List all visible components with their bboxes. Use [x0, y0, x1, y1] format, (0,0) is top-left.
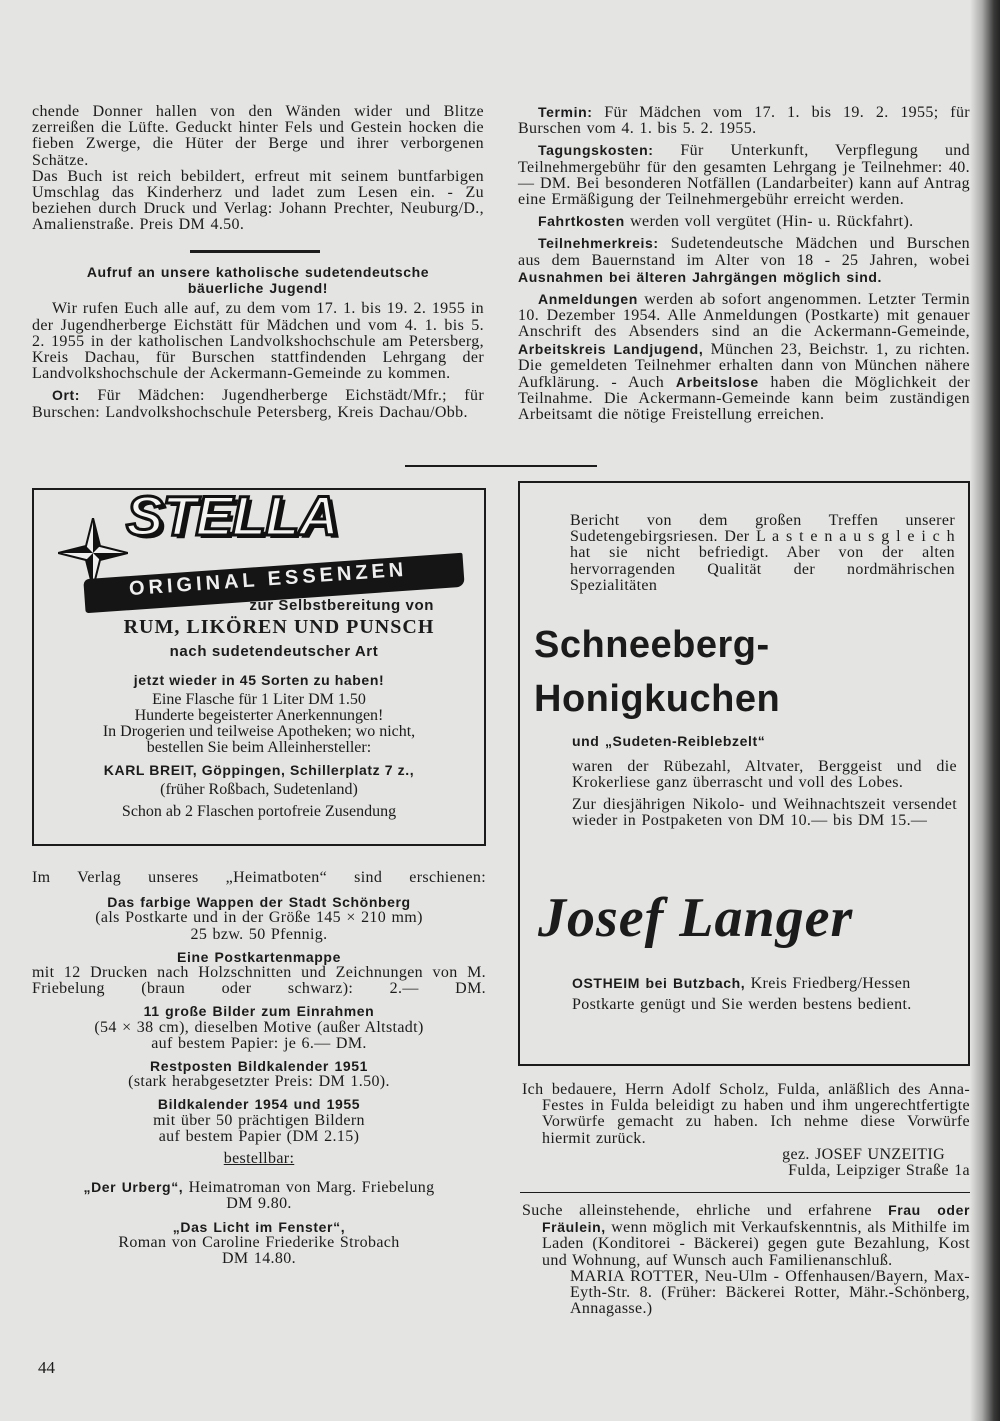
- item-title: Das farbige Wappen der Stadt Schönberg: [107, 894, 411, 911]
- verlag-item: [32, 894, 486, 943]
- apology-address: Fulda, Leipziger Straße 1a: [788, 1162, 970, 1180]
- kreis-text: Sudetendeutsche Mädchen und Burschen aus dem Bauernstand im Alter von 18 - 25 Jahren, wobei: [518, 235, 970, 269]
- fahrt-label: Fahrtkosten: [538, 213, 625, 230]
- item-line: 25 bzw. 50 Pfennig.: [190, 925, 328, 943]
- anm-bold: Arbeitslose: [675, 374, 759, 391]
- langer-text: Postkarte genügt und Sie werden bestens bedient.: [572, 996, 912, 1014]
- book-price: DM 14.80.: [222, 1250, 296, 1268]
- job-text: [522, 1202, 970, 1269]
- verlag-item: [32, 949, 486, 998]
- book-review-text: chende Donner hallen von den Wänden wider und Blitze zerreißen die Lüfte. Geduckt hinter Fels und Gestein hocken die fieben Zwerge, die Hüter der Berge und ihrer verborgenen Schätze.: [32, 103, 484, 169]
- kosten-paragraph: [518, 142, 970, 208]
- fahrt-text: werden voll vergütet (Hin- u. Rückfahrt).: [624, 213, 914, 231]
- stella-maker: KARL BREIT, Göppingen, Schillerplatz 7 z.,: [103, 762, 415, 779]
- kreis-bold: Ausnahmen bei älteren Jahrgängen möglich sind.: [518, 268, 882, 285]
- stella-former: (früher Roßbach, Sudetenland): [160, 780, 358, 798]
- stella-body-line: Hunderte begeisterter Anerkennungen!: [134, 706, 384, 724]
- divider: [190, 250, 320, 253]
- left-column-article: [32, 104, 484, 239]
- item-line: (54 × 38 cm), dieselben Motive (außer Altstadt): [94, 1018, 424, 1036]
- apology-text: Ich bedauere, Herrn Adolf Scholz, Fulda, anläßlich des Anna-Festes in Fulda beleidigt zu haben und ihm ungerechtfertigte Vorwürfe gemacht zu haben. Ich nehme diese Vorwürfe hiermit zurück.: [522, 1081, 970, 1147]
- fahrt-paragraph: [518, 213, 970, 230]
- book-price: DM 9.80.: [226, 1195, 292, 1213]
- verlag-section: [32, 870, 486, 1267]
- kosten-text: Für Unterkunft, Verpflegung und Teilnehmergebühr für den gesamten Lehrgang je Teilnehmer: 40.— DM. Bei besonderen Notfällen (Landarbeiter) kann auf Antrag eine Ermäßigung der Teilnehmergebühr erreicht werden.: [518, 142, 970, 209]
- job-advertisement: [522, 1202, 970, 1322]
- ort-label: Ort:: [52, 387, 81, 404]
- langer-address: [572, 975, 957, 992]
- apology-signature: gez. JOSEF UNZEITIG: [782, 1145, 945, 1163]
- anm-text: werden ab sofort angenommen. Letzter Termin 10. Dezember 1954. Alle Anmeldungen (Postkarte) mit genauer Anschrift des Absenders sind an die Ackermann-Gemeinde,: [518, 291, 970, 341]
- stella-body-line: Eine Flasche für 1 Liter DM 1.50: [152, 690, 366, 708]
- stella-body-line: bestellen Sie beim Alleinhersteller:: [146, 739, 372, 757]
- section-divider: [405, 465, 597, 467]
- item-line: mit über 50 prächtigen Bildern: [153, 1111, 365, 1129]
- apology-notice: [522, 1082, 970, 1179]
- stella-line: zur Selbstbereitung von: [249, 597, 434, 614]
- ort-text: Für Mädchen: Jugendherberge Eichstädt/Mfr.; für Burschen: Landvolkshochschule Petersberg, Kreis Dachau/Obb.: [32, 387, 484, 421]
- book-text: Heimatroman von Marg. Friebelung: [183, 1179, 435, 1197]
- stella-logo: [54, 484, 474, 608]
- verlag-item: [32, 1003, 486, 1052]
- aufruf-title: Aufruf an unsere katholische sudetendeutsche bäuerliche Jugend!: [86, 264, 430, 297]
- verlag-item: [32, 1096, 486, 1145]
- page-binding-shadow: [970, 0, 1000, 1421]
- josef-langer-signature: Josef Langer: [538, 887, 854, 949]
- langer-intro: Bericht von dem großen Treffen unserer Sudetengebirgsriesen. Der L a s t e n a u s g l e i c h hat sie nicht befriedigt. Aber von der alten hervorragenden Qualität der nordmährischen Spezialitäten: [570, 512, 955, 594]
- anm-label: Anmeldungen: [538, 291, 638, 308]
- verlag-item: [32, 1058, 486, 1090]
- stella-body-line: In Drogerien und teilweise Apotheken; wo nicht,: [102, 723, 416, 741]
- address-text: Kreis Friedberg/Hessen: [745, 975, 911, 992]
- stella-product-line: RUM, LIKÖREN UND PUNSCH: [123, 616, 435, 639]
- anm-bold: Arbeitskreis Landjugend,: [518, 340, 704, 357]
- stella-shipping: Schon ab 2 Flaschen portofreie Zusendung: [121, 802, 397, 820]
- anm-text: München 23, Beichstr. 1, zu richten. Die gemeldeten Teilnehmer erhalten dann von München nähere Aufklärung. - Auch: [518, 340, 970, 392]
- right-column-article: [518, 104, 970, 429]
- job-text-part: wenn möglich mit Verkaufskenntnis, als Mithilfe im Laden (Konditorei - Bäckerei) gegen gute Bezahlung, Kost und Wohnung, auf Wunsch auch Familienanschluß.: [542, 1219, 970, 1269]
- item-line: (als Postkarte und in der Größe 145 × 210 mm): [95, 909, 423, 927]
- book-text: Roman von Caroline Friederike Strobach: [118, 1233, 400, 1251]
- aufruf-text: Wir rufen Euch alle auf, zu dem vom 17. 1. bis 19. 2. 1955 in der Jugendherberge Eichstätt für Mädchen und vom 4. 1. bis 5. 2. 1955 in der katholischen Landvolkshochschule am Petersberg, Kreis Dachau, für Burschen stattfindenden Lehrgang der Landvolkshochschule der Ackermann-Gemeinde zu kommen.: [32, 300, 484, 383]
- langer-sub: und „Sudeten-Reiblebzelt“: [572, 733, 766, 749]
- kosten-label: Tagungskosten:: [538, 142, 654, 159]
- address-bold: OSTHEIM bei Butzbach,: [572, 975, 746, 991]
- book-title: „Das Licht im Fenster“,: [172, 1218, 346, 1235]
- job-text-part: Suche alleinstehende, ehrliche und erfahrene: [522, 1202, 889, 1219]
- item-line: (stark herabgesetzter Preis: DM 1.50).: [128, 1073, 390, 1091]
- langer-headline: [534, 623, 780, 721]
- book-title: „Der Urberg“,: [83, 1179, 184, 1196]
- termin-paragraph: [518, 104, 970, 137]
- verlag-intro: Im Verlag unseres „Heimatboten“ sind erschienen:: [32, 869, 486, 886]
- kreis-paragraph: [518, 235, 970, 286]
- divider: [520, 1192, 970, 1193]
- stella-advertisement: [32, 484, 486, 846]
- job-contact: MARIA ROTTER, Neu-Ulm - Offenhausen/Bayern, Max-Eyth-Str. 8. (Früher: Bäckerei Rotter, Mähr.-Schönberg, Annagasse.): [570, 1267, 970, 1318]
- job-bold: Frau oder Fräulein,: [542, 1202, 971, 1236]
- book-entry: [32, 1179, 486, 1212]
- book-review-text: Das Buch ist reich bebildert, erfreut mit seinem buntfarbigen Umschlag das Kinderherz und ladet zum Lesen ein. - Zu beziehen durch Druck und Verlag: Johann Prechter, Neuburg/D., Amalienstraße. Preis DM 4.50.: [32, 167, 484, 234]
- item-line: auf bestem Papier: je 6.— DM.: [151, 1034, 367, 1052]
- item-title: Eine Postkartenmappe: [177, 948, 341, 965]
- page-number: 44: [38, 1358, 55, 1377]
- item-title: Bildkalender 1954 und 1955: [157, 1096, 361, 1113]
- kreis-label: Teilnehmerkreis:: [538, 235, 659, 252]
- item-line: auf bestem Papier (DM 2.15): [158, 1127, 360, 1145]
- stella-brand: STELLA: [126, 484, 338, 547]
- headline-line: Honigkuchen: [534, 678, 781, 720]
- stella-line: jetzt wieder in 45 Sorten zu haben!: [133, 672, 385, 689]
- termin-label: Termin:: [538, 104, 593, 120]
- aufruf-article: [32, 264, 484, 426]
- item-title: Restposten Bildkalender 1951: [150, 1058, 368, 1075]
- langer-text: waren der Rübezahl, Altvater, Berggeist und die Krokerliese ganz überrascht und voll des Lobes.: [572, 758, 957, 792]
- termin-text: Für Mädchen vom 17. 1. bis 19. 2. 1955; für Burschen vom 4. 1. bis 5. 2. 1955.: [518, 104, 970, 138]
- anm-text: haben die Möglichkeit der Teilnahme. Die Ackermann-Gemeinde kann beim zuständigen Arbeitsamt die nötige Freistellung erreichen.: [518, 374, 970, 424]
- headline-line: Schneeberg-: [534, 624, 770, 666]
- stella-line: nach sudetendeutscher Art: [169, 643, 379, 661]
- item-line: mit 12 Drucken nach Holzschnitten und Zeichnungen von M. Friebelung (braun oder schwarz): 2.— DM.: [32, 964, 486, 998]
- anmeldung-paragraph: [518, 291, 970, 424]
- langer-text: Zur diesjährigen Nikolo- und Weihnachtszeit versendet wieder in Postpaketen von DM 10.— bis DM 15.—: [572, 795, 957, 829]
- item-title: 11 große Bilder zum Einrahmen: [143, 1003, 375, 1020]
- order-label: bestellbar:: [223, 1150, 295, 1168]
- langer-advertisement: [518, 481, 970, 1066]
- book-entry: [32, 1219, 486, 1268]
- ort-paragraph: [32, 387, 484, 420]
- banner-text: ORIGINAL ESSENZEN: [128, 558, 408, 601]
